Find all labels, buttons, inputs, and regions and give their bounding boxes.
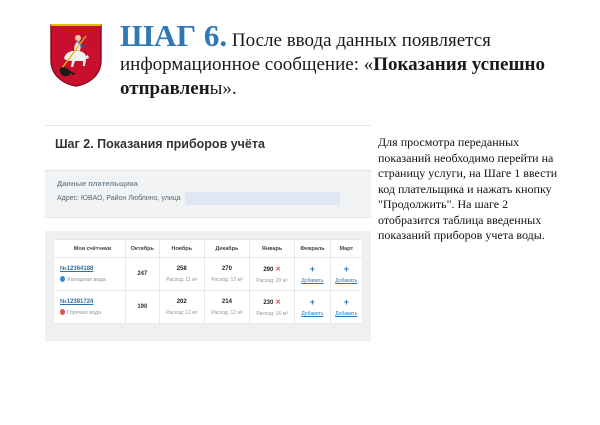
title-bold: Показания успешно отправлен [120, 54, 545, 99]
title-end1: ы [209, 78, 223, 99]
reading-value-row [250, 265, 294, 273]
plus-icon[interactable]: + [343, 296, 349, 307]
header-march: Март [330, 240, 362, 258]
divider [45, 125, 371, 126]
december-cell [204, 258, 249, 291]
plus-icon[interactable]: + [309, 296, 316, 307]
meter-readings-screenshot [45, 125, 371, 340]
cold-water-drop-icon [60, 276, 65, 282]
header-december: Декабрь [204, 240, 249, 258]
meter-type [60, 276, 125, 283]
march-cell [330, 258, 362, 291]
meter-panel [45, 231, 371, 341]
november-cell [159, 291, 204, 324]
add-reading-link[interactable]: Добавить [301, 310, 324, 317]
table-row [54, 258, 363, 291]
header-october: Октябрь [126, 240, 160, 258]
meter-type-label: Холодная вода [67, 276, 106, 283]
add-reading-link[interactable]: Добавить [335, 277, 358, 284]
header-november: Ноябрь [159, 240, 204, 258]
reading-value: 230 [263, 299, 274, 306]
meter-cell [54, 258, 126, 291]
meter-readings-table [53, 239, 363, 324]
table-header-row [54, 240, 363, 258]
february-cell [295, 291, 331, 324]
moscow-coat-of-arms-icon [48, 22, 104, 88]
payer-address: Адрес: ЮВАО, Район Люблино, улица [57, 195, 181, 202]
payer-title: Данные плательщика [57, 179, 138, 188]
november-cell [159, 258, 204, 291]
december-cell [204, 291, 249, 324]
plus-icon[interactable]: + [309, 263, 316, 274]
reading-value: 202 [176, 298, 187, 305]
october-cell [126, 258, 160, 291]
consumption-value: Расход: 12 м³ [166, 309, 198, 316]
consumption-value: Расход: 20 м³ [256, 277, 288, 284]
reading-value: 247 [137, 271, 148, 277]
header-january: Январь [249, 240, 294, 258]
add-reading-link[interactable]: Добавить [301, 277, 324, 284]
october-cell [126, 291, 160, 324]
add-reading-link[interactable]: Добавить [335, 310, 358, 317]
february-cell [295, 258, 331, 291]
march-cell [330, 291, 362, 324]
explanation-text: Для просмотра переданных показаний необходимо перейти на страницу услуги, на Шаге 1 ввести код плательщика и нажать кнопку "Продолжить". На шаге 2 отобразится таблица введенных показаний приборов учета воды. [378, 135, 558, 242]
title-part1: После ввода данных появляется [231, 30, 491, 51]
table-row [54, 291, 363, 324]
consumption-value: Расход: 16 м³ [256, 310, 288, 317]
january-cell [249, 291, 294, 324]
meter-type [60, 309, 125, 316]
consumption-value: Расход: 12 м³ [211, 309, 243, 316]
title-end2: ». [222, 78, 237, 99]
meter-type-label: Горячая вода [67, 309, 102, 316]
slide-title [120, 18, 580, 101]
step-label: ШАГ 6. [120, 18, 228, 53]
meter-number-link[interactable]: №12364188 [60, 265, 94, 272]
reading-value: 214 [221, 298, 232, 305]
january-cell [249, 258, 294, 291]
reading-value-row [250, 298, 294, 306]
step-heading: Шаг 2. Показания приборов учёта [55, 137, 265, 151]
header-meters: Мои счётчики [54, 240, 126, 258]
meter-number-link[interactable]: №12381724 [60, 298, 94, 305]
reading-value: 190 [137, 304, 148, 310]
header-february: Февраль [295, 240, 331, 258]
delete-icon[interactable]: ✕ [275, 265, 281, 273]
reading-value: 290 [263, 266, 274, 273]
hot-water-drop-icon [60, 309, 65, 315]
meter-cell [54, 291, 126, 324]
title-part2: информационное сообщение: « [120, 54, 374, 75]
plus-icon[interactable]: + [343, 263, 349, 274]
delete-icon[interactable]: ✕ [275, 298, 281, 306]
reading-value: 258 [176, 265, 187, 272]
payer-data-box [45, 170, 371, 218]
address-highlight [185, 192, 340, 205]
reading-value: 270 [221, 265, 232, 272]
consumption-value: Расход: 11 м³ [166, 276, 198, 283]
consumption-value: Расход: 12 м³ [211, 276, 243, 283]
